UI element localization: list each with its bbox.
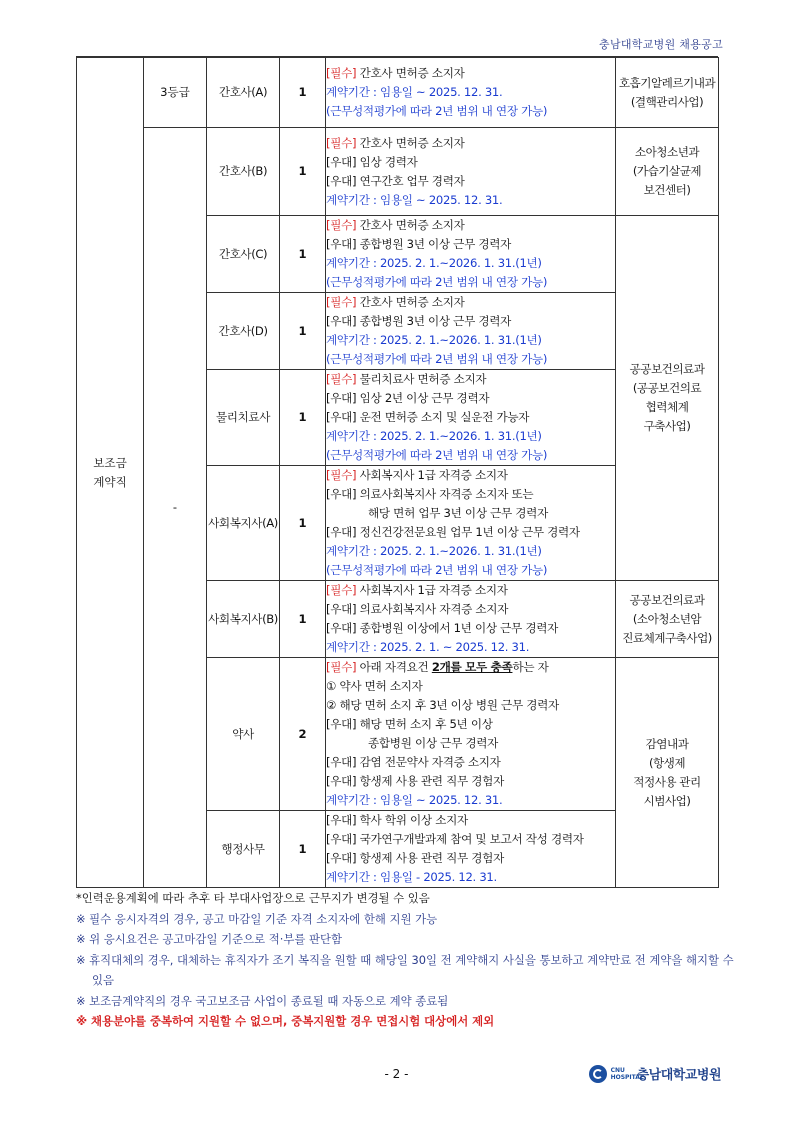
preferred-tag: [우대] (326, 154, 357, 169)
requirements-cell (326, 216, 616, 293)
requirement-line (326, 638, 615, 657)
requirements-cell (326, 581, 616, 658)
required-tag: [필수] (326, 135, 357, 150)
requirement-text: (근무성적평가에 따라 2년 범위 내 연장 가능) (326, 104, 548, 118)
requirements-cell (326, 58, 616, 128)
required-tag: [필수] (326, 218, 357, 232)
requirement-line (326, 791, 615, 810)
requirements-cell (326, 811, 616, 888)
requirement-line (326, 658, 615, 677)
category-label: 보조금 계약직 (93, 455, 127, 489)
requirement-text: ② 해당 면허 소지 후 3년 이상 병원 근무 경력자 (326, 698, 559, 712)
count-cell: 1 (280, 581, 326, 658)
requirement-line (326, 134, 615, 153)
requirement-line (326, 389, 615, 408)
requirement-text: 학사 학위 이상 소지자 (356, 813, 468, 827)
requirement-text: 감염 전문약사 자격증 소지자 (356, 755, 501, 769)
requirement-text: 계약기간 : 임용일 ~ 2025. 12. 31. (326, 85, 503, 99)
preferred-tag: [우대] (326, 173, 357, 188)
grade-cell: - (144, 128, 207, 888)
requirement-line (326, 485, 615, 504)
requirement-line (326, 772, 615, 791)
requirement-line (326, 408, 615, 427)
header-title: 충남대학교병원 채용공고 (599, 38, 723, 51)
required-tag: [필수] (326, 583, 357, 597)
requirement-text: 항생제 사용 관련 직무 경험자 (356, 851, 504, 865)
job-cell: 간호사(D) (207, 293, 280, 370)
preferred-tag: [우대] (326, 755, 357, 769)
hospital-logo (589, 1064, 721, 1083)
requirement-line (326, 504, 615, 523)
requirement-line (326, 849, 615, 868)
category-cell (77, 58, 144, 888)
preferred-tag: [우대] (326, 391, 357, 405)
department-cell (616, 658, 719, 888)
requirement-text: 계약기간 : 2025. 2. 1.~2026. 1. 31.(1년) (326, 256, 542, 270)
note-workplace: *인력운용계획에 따라 추후 타 부대사업장으로 근무지가 변경될 수 있음 (76, 891, 430, 905)
requirement-text: 계약기간 : 임용일 - 2025. 12. 31. (326, 870, 497, 884)
requirement-line (326, 370, 615, 389)
required-tag: [필수] (326, 660, 357, 674)
logo-name: 충남대학교병원 (636, 1068, 721, 1083)
requirement-text: 임상 2년 이상 근무 경력자 (356, 391, 490, 405)
preferred-tag: [우대] (326, 832, 357, 846)
preferred-tag: [우대] (326, 774, 357, 788)
preferred-tag: [우대] (326, 487, 357, 501)
requirement-text: 계약기간 : 임용일 ~ 2025. 12. 31. (326, 192, 503, 207)
note-subsidy: ※ 보조금계약직의 경우 국고보조금 사업이 종료될 때 자동으로 계약 종료됨 (76, 993, 449, 1008)
department-cell (616, 581, 719, 658)
count-cell: 1 (280, 466, 326, 581)
requirement-line (326, 191, 615, 210)
job-cell: 사회복지사(A) (207, 466, 280, 581)
count-cell: 1 (280, 293, 326, 370)
requirement-text: 사회복지사 1급 자격증 소지자 (356, 468, 508, 482)
requirement-text: 간호사 면허증 소지자 (356, 135, 465, 150)
requirement-line (326, 466, 615, 485)
requirement-text: 계약기간 : 2025. 2. 1.~2026. 1. 31.(1년) (326, 333, 542, 347)
count-cell: 1 (280, 128, 326, 216)
required-tag: [필수] (326, 372, 357, 386)
requirement-text-tail: 하는 자 (512, 660, 549, 674)
emphasis-text: 2개를 모두 충족 (431, 660, 513, 674)
count-cell: 1 (280, 370, 326, 466)
requirement-text: 의료사회복지사 자격증 소지자 (356, 602, 509, 616)
requirement-line (326, 153, 615, 172)
requirement-text: 아래 자격요건 (356, 660, 432, 674)
requirement-text: 계약기간 : 2025. 2. 1. ~ 2025. 12. 31. (326, 640, 530, 654)
department-cell (616, 216, 719, 581)
requirement-line (326, 235, 615, 254)
requirement-line (326, 677, 615, 696)
grade-cell: 3등급 (144, 58, 207, 128)
count-cell: 2 (280, 658, 326, 811)
requirement-line (326, 102, 615, 121)
requirement-text: (근무성적평가에 따라 2년 범위 내 연장 가능) (326, 448, 548, 462)
requirement-line (326, 868, 615, 887)
note-required: ※ 필수 응시자격의 경우, 공고 마감일 기준 자격 소지자에 한해 지원 가능 (76, 911, 438, 926)
requirement-text: 종합병원 3년 이상 근무 경력자 (356, 237, 512, 251)
requirement-text: (근무성적평가에 따라 2년 범위 내 연장 가능) (326, 275, 548, 289)
department-label: 감염내과 (항생제 적정사용 관리 시범사업) (633, 736, 701, 808)
table-row (77, 128, 719, 216)
preferred-tag: [우대] (326, 314, 357, 328)
requirements-cell (326, 658, 616, 811)
requirement-text: 계약기간 : 2025. 2. 1.~2026. 1. 31.(1년) (326, 429, 542, 443)
job-cell: 약사 (207, 658, 280, 811)
preferred-tag: [우대] (326, 410, 357, 424)
note-duplicate-warning: ※ 채용분야를 중복하여 지원할 수 없으며, 중복지원할 경우 면접시험 대상에서 제외 (76, 1014, 495, 1028)
requirement-text: 해당 면허 업무 3년 이상 근무 경력자 (368, 506, 548, 520)
requirement-text: (근무성적평가에 따라 2년 범위 내 연장 가능) (326, 563, 548, 577)
requirement-line (326, 172, 615, 191)
preferred-tag: [우대] (326, 602, 357, 616)
job-cell: 간호사(C) (207, 216, 280, 293)
requirements-cell (326, 466, 616, 581)
department-label: 호흡기알레르기내과 (결핵관리사업) (618, 75, 716, 109)
requirement-line (326, 293, 615, 312)
requirement-line (326, 216, 615, 235)
requirement-text: 계약기간 : 2025. 2. 1.~2026. 1. 31.(1년) (326, 544, 542, 558)
requirement-text: 종합병원 이상 근무 경력자 (368, 736, 499, 750)
requirement-text: 계약기간 : 임용일 ~ 2025. 12. 31. (326, 793, 503, 807)
requirement-text: 운전 면허증 소지 및 실운전 가능자 (356, 410, 530, 424)
preferred-tag: [우대] (326, 717, 357, 731)
requirement-line (326, 581, 615, 600)
requirement-text: 간호사 면허증 소지자 (356, 218, 465, 232)
requirement-text: 사회복지사 1급 자격증 소지자 (356, 583, 508, 597)
requirement-line (326, 619, 615, 638)
logo-small-text: CNU HOSPITAL (610, 1066, 644, 1081)
count-cell: 1 (280, 58, 326, 128)
requirement-line (326, 753, 615, 772)
recruitment-table (76, 57, 719, 888)
preferred-tag: [우대] (326, 851, 357, 865)
requirement-line (326, 83, 615, 102)
required-tag: [필수] (326, 468, 357, 482)
requirement-text: 간호사 면허증 소지자 (356, 66, 465, 80)
requirement-text: 임상 경력자 (356, 154, 418, 169)
requirement-line (326, 331, 615, 350)
note-leave-replacement: ※ 휴직대체의 경우, 대체하는 휴직자가 조기 복직을 원할 때 해당일 30일 전 계약해지 사실을 통보하고 계약만료 전 계약을 해지할 수 있음 (76, 952, 734, 987)
requirement-text: 물리치료사 면허증 소지자 (356, 372, 487, 386)
table-row (77, 58, 719, 128)
requirement-line (326, 715, 615, 734)
required-tag: [필수] (326, 66, 357, 80)
requirement-line (326, 561, 615, 580)
department-cell (616, 128, 719, 216)
requirements-cell (326, 128, 616, 216)
requirement-line (326, 523, 615, 542)
requirements-cell (326, 370, 616, 466)
count-cell: 1 (280, 811, 326, 888)
requirement-line (326, 254, 615, 273)
requirement-line (326, 830, 615, 849)
notes-section (76, 888, 736, 1032)
preferred-tag: [우대] (326, 237, 357, 251)
requirement-line (326, 542, 615, 561)
job-cell: 물리치료사 (207, 370, 280, 466)
requirement-line (326, 811, 615, 830)
requirement-text: 연구간호 업무 경력자 (356, 173, 465, 188)
department-label: 공공보건의료과 (소아청소년암 진료체계구축사업) (622, 592, 712, 645)
preferred-tag: [우대] (326, 813, 357, 827)
department-label: 공공보건의료과 (공공보건의료 협력체계 구축사업) (629, 362, 705, 433)
job-cell: 간호사(A) (207, 58, 280, 128)
requirement-line (326, 273, 615, 292)
requirement-line (326, 600, 615, 619)
requirement-line (326, 734, 615, 753)
job-cell: 행정사무 (207, 811, 280, 888)
requirement-text: 종합병원 이상에서 1년 이상 근무 경력자 (356, 621, 559, 635)
requirement-line (326, 350, 615, 369)
requirement-text: 간호사 면허증 소지자 (356, 295, 465, 309)
requirement-line (326, 312, 615, 331)
requirement-text: 항생제 사용 관련 직무 경험자 (356, 774, 504, 788)
requirement-text: 종합병원 3년 이상 근무 경력자 (356, 314, 512, 328)
hospital-emblem-icon (589, 1065, 607, 1083)
requirement-text: (근무성적평가에 따라 2년 범위 내 연장 가능) (326, 352, 548, 366)
requirement-text: ① 약사 면허 소지자 (326, 679, 423, 693)
count-cell: 1 (280, 216, 326, 293)
requirement-text: 정신건강전문요원 업무 1년 이상 근무 경력자 (356, 525, 580, 539)
department-label: 소아청소년과 (가습기살균제 보건센터) (632, 145, 702, 197)
page-number: - 2 - (384, 1067, 409, 1081)
job-cell: 사회복지사(B) (207, 581, 280, 658)
requirement-line (326, 427, 615, 446)
preferred-tag: [우대] (326, 525, 357, 539)
note-criteria: ※ 위 응시요건은 공고마감일 기준으로 적·부를 판단함 (76, 932, 342, 946)
requirement-line (326, 446, 615, 465)
required-tag: [필수] (326, 295, 357, 309)
requirement-line (326, 696, 615, 715)
requirement-text: 해당 면허 소지 후 5년 이상 (356, 717, 493, 731)
job-cell: 간호사(B) (207, 128, 280, 216)
requirement-text: 의료사회복지사 자격증 소지자 또는 (356, 487, 534, 501)
requirements-cell (326, 293, 616, 370)
department-cell (616, 58, 719, 128)
preferred-tag: [우대] (326, 621, 357, 635)
requirement-line (326, 64, 615, 83)
requirement-text: 국가연구개발과제 참여 및 보고서 작성 경력자 (356, 832, 584, 846)
